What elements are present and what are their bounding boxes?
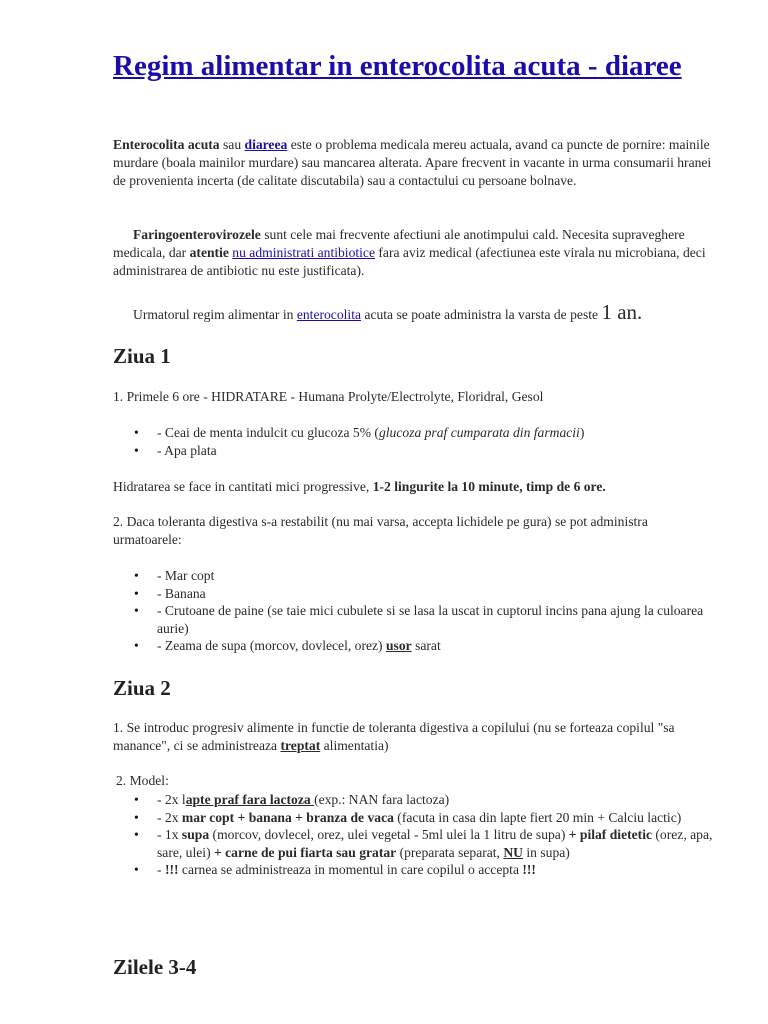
bullet-end: ) <box>579 425 585 440</box>
list-item <box>113 637 713 655</box>
list-item <box>113 602 713 637</box>
ziua2-bullets <box>113 791 713 879</box>
bullet-bold-supa: supa <box>181 827 210 842</box>
intro-sau: sau <box>219 137 245 152</box>
bullet-bold-carne: + carne de pui fiarta sau gratar <box>214 844 397 860</box>
ziua1-heading: Ziua 1 <box>113 344 171 368</box>
bullet-end: in supa) <box>523 844 570 860</box>
bullet-bold: apte praf fara lactoza <box>185 792 315 807</box>
bullet-text: - Banana <box>157 585 206 601</box>
bullet-bold: usor <box>385 638 412 653</box>
list-item <box>113 861 713 879</box>
faringo-paragraph <box>113 226 713 280</box>
bullet-end: (exp.: NAN fara lactoza) <box>314 792 450 807</box>
faringo-bold-term: Faringoenterovirozele <box>133 227 261 242</box>
bullet-text: - Apa plata <box>157 442 217 458</box>
bullet-text-mid3: (preparata separat, <box>396 844 504 860</box>
hidratare-bold: 1-2 lingurite la 10 minute, timp de 6 ore. <box>372 479 606 494</box>
bullet-text: - 1x <box>157 827 182 842</box>
page-title[interactable]: Regim alimentar in enterocolita acuta - diaree <box>113 50 682 82</box>
bullet-text: - Crutoane de paine (se taie mici cubulete si se lasa la uscat in cuptorul incins pana ajung la culoarea aurie) <box>157 603 704 636</box>
bullet-text: - 2x <box>157 809 182 825</box>
faringo-text1: sunt cele mai frecvente afectiuni ale anotimpului cald. Necesita supraveghere medicala, dar <box>113 227 685 260</box>
list-item <box>113 424 713 442</box>
bullet-bold-pilaf: + pilaf dietetic <box>568 827 652 842</box>
treptat-bold: treptat <box>280 738 321 753</box>
intro-paragraph <box>113 136 713 190</box>
ziua1-bullets-2 <box>113 567 713 655</box>
intro-bold-term: Enterocolita acuta <box>113 137 220 152</box>
bullet-bold-excl: !!! <box>522 862 536 877</box>
bullet-bold-nu: NU <box>503 844 523 860</box>
bullet-text: - Ceai de menta indulcit cu glucoza 5% ( <box>157 425 379 440</box>
ziua2-step1-end: alimentatia) <box>320 738 389 753</box>
regim-text1: Urmatorul regim alimentar in <box>133 307 297 322</box>
bullet-text: - <box>157 862 165 877</box>
regim-text2: acuta se poate administra la varsta de peste <box>361 307 602 322</box>
diareea-link[interactable]: diareea <box>244 137 288 152</box>
ziua1-step2: 2. Daca toleranta digestiva s-a restabilit (nu mai varsa, accepta lichidele pe gura) se pot administra urmatoarele: <box>113 514 648 547</box>
list-item <box>113 826 713 861</box>
antibiotice-link[interactable]: nu administrati antibiotice <box>232 245 375 260</box>
bullet-text: - Zeama de supa (morcov, dovlecel, orez) <box>157 638 386 653</box>
hidratare-paragraph <box>113 478 713 496</box>
list-item <box>113 567 713 585</box>
list-item <box>113 791 713 809</box>
list-item <box>113 809 713 827</box>
ziua2-model: 2. Model: <box>116 773 169 788</box>
ziua2-step1 <box>113 719 713 755</box>
enterocolita-link[interactable]: enterocolita <box>296 307 362 322</box>
bullet-bold-excl: !!! <box>164 862 179 877</box>
ziua1-step1: 1. Primele 6 ore - HIDRATARE - Humana Prolyte/Electrolyte, Floridral, Gesol <box>113 389 544 404</box>
faringo-text2: fara aviz medical (afectiunea este virala nu microbiana, deci administrarea de antibiotic nu este justificata). <box>113 245 706 278</box>
bullet-text: - 2x l <box>157 792 186 807</box>
intro-rest: este o problema medicala mereu actuala, avand ca puncte de pornire: mainile murdare (boala mainilor murdare) sau mancarea alterata. Apare frecvent in vacante in urma consumarii hranei de provenienta incerta (de calitate discutabila) sau a contactului cu persoane bolnave. <box>113 137 712 188</box>
list-item <box>113 442 713 460</box>
bullet-text-mid2: (orez, apa, sare, ulei) <box>157 827 713 860</box>
bullet-text-mid: carnea se administreaza in momentul in care copilul o accepta <box>178 862 523 877</box>
regim-age: 1 an. <box>601 300 643 324</box>
bullet-end: sarat <box>411 638 441 653</box>
ziua1-bullets-1 <box>113 424 713 459</box>
ziua2-step1-text: 1. Se introduc progresiv alimente in functie de toleranta digestiva a copilului (nu se forteaza copilul "sa manance", ci se administreaza <box>113 720 675 753</box>
hidratare-text: Hidratarea se face in cantitati mici progressive, <box>113 479 373 494</box>
list-item <box>113 585 713 603</box>
bullet-end: (facuta in casa din lapte fiert 20 min + Calciu lactic) <box>393 809 682 825</box>
regim-paragraph <box>113 300 713 327</box>
zilele-heading: Zilele 3-4 <box>113 955 197 979</box>
bullet-bold: mar copt + banana + branza de vaca <box>181 809 394 825</box>
atentie-bold: atentie <box>189 245 229 260</box>
bullet-text: - Mar copt <box>157 568 215 583</box>
ziua2-heading: Ziua 2 <box>113 676 171 700</box>
bullet-italic: glucoza praf cumparata din farmacii <box>378 425 580 440</box>
bullet-text-mid: (morcov, dovlecel, orez, ulei vegetal - 5ml ulei la 1 litru de supa) <box>209 827 569 842</box>
